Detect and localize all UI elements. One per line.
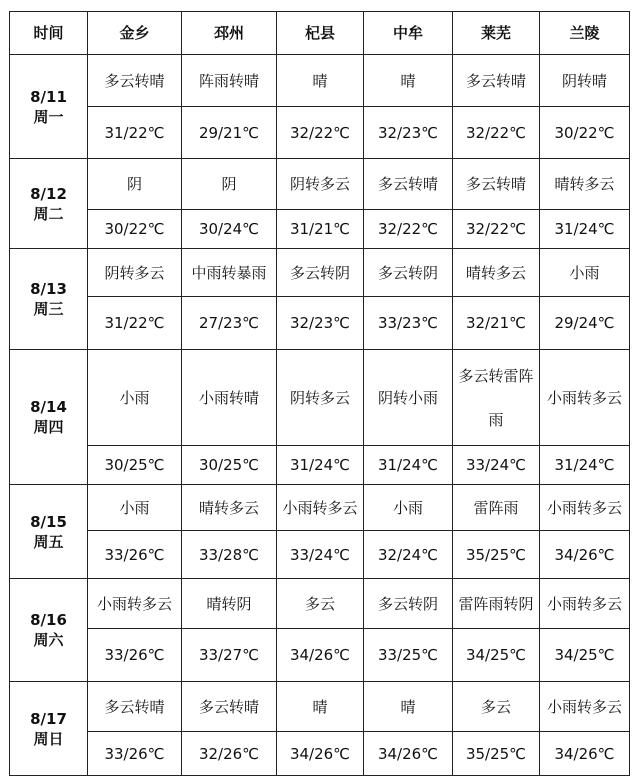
- condition-row: [10, 249, 630, 297]
- condition-cell: 小雨转多云: [88, 579, 182, 629]
- condition-cell: 小雨转多云: [540, 579, 630, 629]
- date-cell: [10, 579, 88, 682]
- temperature-cell: 32/21℃: [453, 297, 540, 350]
- temperature-cell: 34/26℃: [540, 732, 630, 776]
- condition-row: [10, 485, 630, 531]
- temperature-cell: 33/25℃: [364, 629, 453, 682]
- temperature-cell: 33/24℃: [453, 446, 540, 485]
- condition-cell: 小雨转晴: [182, 350, 277, 446]
- header-laiwu: 莱芜: [453, 12, 540, 55]
- header-zhongmou: 中牟: [364, 12, 453, 55]
- condition-row: [10, 579, 630, 629]
- condition-cell: 晴: [364, 55, 453, 107]
- condition-cell: 小雨转多云: [540, 485, 630, 531]
- condition-cell: 多云: [277, 579, 364, 629]
- weekday-label: 周三: [33, 300, 64, 318]
- temperature-cell: 32/22℃: [364, 210, 453, 249]
- temperature-cell: 29/24℃: [540, 297, 630, 350]
- temperature-cell: 34/25℃: [453, 629, 540, 682]
- condition-cell: 多云: [453, 682, 540, 732]
- temperature-cell: 32/23℃: [364, 107, 453, 159]
- temperature-row: [10, 210, 630, 249]
- condition-cell: 多云转晴: [364, 159, 453, 210]
- condition-cell: 小雨: [540, 249, 630, 297]
- temperature-cell: 31/24℃: [540, 210, 630, 249]
- condition-cell: 雷阵雨: [453, 485, 540, 531]
- condition-cell: 阴转多云: [277, 159, 364, 210]
- condition-cell: 晴: [364, 682, 453, 732]
- header-time: 时间: [10, 12, 88, 55]
- header-jinxiang: 金乡: [88, 12, 182, 55]
- date-cell: [10, 682, 88, 776]
- weekday-label: 周四: [33, 418, 64, 436]
- weekday-label: 周二: [33, 204, 64, 223]
- temperature-cell: 34/26℃: [277, 732, 364, 776]
- condition-cell: 多云转阴: [364, 249, 453, 297]
- condition-cell: 阴转晴: [540, 55, 630, 107]
- condition-cell: 阴转多云: [277, 350, 364, 446]
- condition-cell: 晴转多云: [182, 485, 277, 531]
- condition-cell: 阵雨转晴: [182, 55, 277, 107]
- condition-cell: 雷阵雨转阴: [453, 579, 540, 629]
- condition-cell: 多云转晴: [453, 159, 540, 210]
- date-label: 8/13: [30, 280, 67, 298]
- condition-cell: 多云转阴: [364, 579, 453, 629]
- condition-row: [10, 682, 630, 732]
- weekday-label: 周一: [33, 107, 64, 126]
- condition-cell: 阴转多云: [88, 249, 182, 297]
- temperature-cell: 32/24℃: [364, 531, 453, 579]
- date-cell: [10, 485, 88, 579]
- temperature-cell: 34/25℃: [540, 629, 630, 682]
- condition-cell: 晴: [277, 55, 364, 107]
- temperature-cell: 32/22℃: [453, 107, 540, 159]
- temperature-cell: 32/22℃: [277, 107, 364, 159]
- temperature-cell: 31/22℃: [88, 107, 182, 159]
- temperature-row: [10, 446, 630, 485]
- condition-cell: [453, 350, 540, 446]
- temperature-cell: 33/26℃: [88, 732, 182, 776]
- date-label: 8/15: [30, 512, 67, 531]
- temperature-row: [10, 297, 630, 350]
- condition-row: [10, 350, 630, 446]
- condition-cell: 阴: [88, 159, 182, 210]
- date-label: 8/17: [30, 709, 67, 728]
- date-cell: [10, 159, 88, 249]
- condition-cell: 小雨: [88, 350, 182, 446]
- temperature-cell: 35/25℃: [453, 531, 540, 579]
- temperature-cell: 35/25℃: [453, 732, 540, 776]
- date-label: 8/12: [30, 184, 67, 203]
- condition-cell: 小雨转多云: [540, 350, 630, 446]
- header-qixian: 杞县: [277, 12, 364, 55]
- temperature-cell: 34/26℃: [277, 629, 364, 682]
- temperature-cell: 31/22℃: [88, 297, 182, 350]
- condition-cell: 阴转小雨: [364, 350, 453, 446]
- condition-cell: 晴转阴: [182, 579, 277, 629]
- temperature-cell: 33/23℃: [364, 297, 453, 350]
- temperature-cell: 33/26℃: [88, 531, 182, 579]
- date-label: 8/14: [30, 398, 67, 416]
- weekday-label: 周五: [33, 532, 64, 551]
- weekday-label: 周日: [33, 729, 64, 748]
- date-label: 8/16: [30, 611, 67, 629]
- date-label: 8/11: [30, 87, 67, 106]
- condition-cell: 晴: [277, 682, 364, 732]
- temperature-row: [10, 732, 630, 776]
- condition-cell: 小雨: [364, 485, 453, 531]
- temperature-row: [10, 629, 630, 682]
- temperature-cell: 33/28℃: [182, 531, 277, 579]
- header-lanling: 兰陵: [540, 12, 630, 55]
- condition-text: 多云转雷阵雨: [458, 366, 534, 429]
- condition-cell: 阴: [182, 159, 277, 210]
- header-row: [10, 12, 630, 55]
- temperature-cell: 33/27℃: [182, 629, 277, 682]
- temperature-cell: 32/26℃: [182, 732, 277, 776]
- condition-cell: 多云转晴: [88, 682, 182, 732]
- temperature-cell: 32/23℃: [277, 297, 364, 350]
- temperature-cell: 33/26℃: [88, 629, 182, 682]
- condition-cell: 小雨转多云: [540, 682, 630, 732]
- temperature-cell: 30/24℃: [182, 210, 277, 249]
- temperature-cell: 31/24℃: [364, 446, 453, 485]
- condition-row: [10, 159, 630, 210]
- temperature-cell: 31/21℃: [277, 210, 364, 249]
- condition-cell: 晴转多云: [453, 249, 540, 297]
- condition-cell: 多云转晴: [182, 682, 277, 732]
- temperature-cell: 31/24℃: [277, 446, 364, 485]
- condition-cell: 多云转阴: [277, 249, 364, 297]
- weekday-label: 周六: [33, 631, 64, 649]
- temperature-cell: 34/26℃: [364, 732, 453, 776]
- temperature-cell: 30/22℃: [88, 210, 182, 249]
- condition-cell: 小雨: [88, 485, 182, 531]
- header-pizhou: 邳州: [182, 12, 277, 55]
- condition-cell: 多云转晴: [453, 55, 540, 107]
- condition-cell: 小雨转多云: [277, 485, 364, 531]
- temperature-cell: 27/23℃: [182, 297, 277, 350]
- temperature-cell: 34/26℃: [540, 531, 630, 579]
- condition-row: [10, 55, 630, 107]
- condition-cell: 中雨转暴雨: [182, 249, 277, 297]
- temperature-row: [10, 107, 630, 159]
- condition-cell: 晴转多云: [540, 159, 630, 210]
- temperature-cell: 30/22℃: [540, 107, 630, 159]
- temperature-cell: 31/24℃: [540, 446, 630, 485]
- temperature-cell: 30/25℃: [182, 446, 277, 485]
- temperature-row: [10, 531, 630, 579]
- weather-forecast-table: [9, 11, 630, 776]
- temperature-cell: 33/24℃: [277, 531, 364, 579]
- date-cell: [10, 55, 88, 159]
- date-cell: [10, 350, 88, 485]
- date-cell: [10, 249, 88, 350]
- weather-table-wrapper: [9, 11, 630, 776]
- condition-cell: 多云转晴: [88, 55, 182, 107]
- temperature-cell: 29/21℃: [182, 107, 277, 159]
- temperature-cell: 30/25℃: [88, 446, 182, 485]
- temperature-cell: 32/22℃: [453, 210, 540, 249]
